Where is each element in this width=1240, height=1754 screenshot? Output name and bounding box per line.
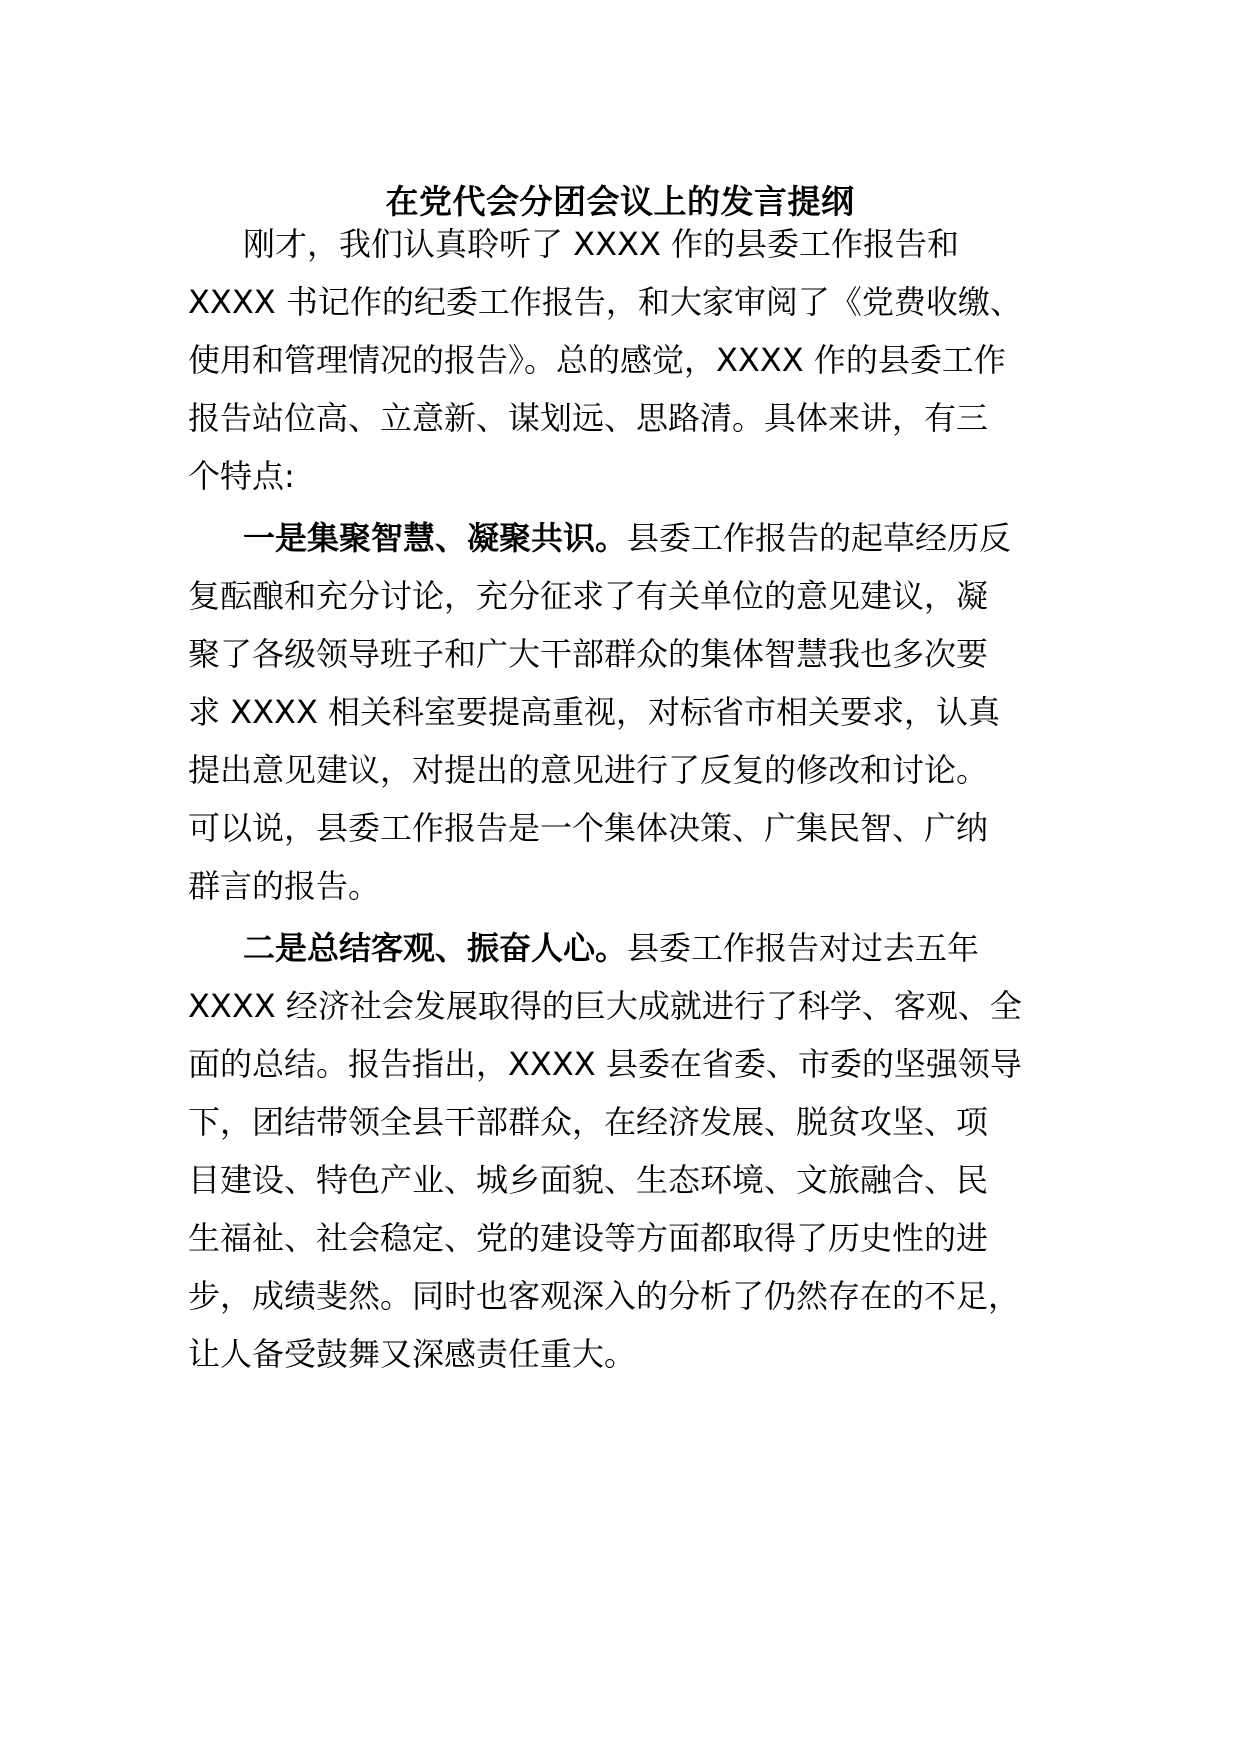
paragraph-3-line-4: 下，团结带领全县干部群众，在经济发展、脱贫攻坚、项 (188, 1103, 989, 1141)
paragraph-2-lead: 一是集聚智慧、凝聚共识。 (243, 519, 628, 557)
paragraph-3-line-2: XXXX 经济社会发展取得的巨大成就进行了科学、客观、全 (188, 987, 1022, 1025)
paragraph-2-line-7: 群言的报告。 (188, 867, 381, 905)
paragraph-3-lead: 二是总结客观、振奋人心。 (243, 929, 628, 967)
paragraph-3-line-5: 目建设、特色产业、城乡面貌、生态环境、文旅融合、民 (188, 1161, 989, 1199)
paragraph-3-line-7: 步，成绩斐然。同时也客观深入的分析了仍然存在的不足， (188, 1277, 1021, 1315)
paragraph-2-line-2: 复酝酿和充分讨论，充分征求了有关单位的意见建议，凝 (188, 577, 989, 615)
paragraph-2-line-5: 提出意见建议，对提出的意见进行了反复的修改和讨论。 (188, 751, 989, 789)
paragraph-3-line-1 (243, 926, 979, 970)
paragraph-3-line-3: 面的总结。报告指出，XXXX 县委在省委、市委的坚强领导 (188, 1045, 1022, 1083)
paragraph-1-line-2: XXXX 书记作的纪委工作报告，和大家审阅了《党费收缴、 (188, 283, 1022, 321)
paragraph-3-line-6: 生福祉、社会稳定、党的建设等方面都取得了历史性的进 (188, 1219, 989, 1257)
paragraph-2-line-1 (243, 516, 1011, 560)
paragraph-1-line-1: 刚才，我们认真聆听了 XXXX 作的县委工作报告和 (243, 225, 960, 263)
paragraph-2-line-3: 聚了各级领导班子和广大干部群众的集体智慧我也多次要 (188, 635, 989, 673)
paragraph-1-line-4: 报告站位高、立意新、谋划远、思路清。具体来讲，有三 (188, 399, 989, 437)
paragraph-3-line-8: 让人备受鼓舞又深感责任重大。 (188, 1335, 637, 1373)
document-title: 在党代会分团会议上的发言提纲 (385, 182, 855, 221)
paragraph-2-line-4: 求 XXXX 相关科室要提高重视，对标省市相关要求，认真 (188, 693, 1001, 731)
paragraph-2-line-6: 可以说，县委工作报告是一个集体决策、广集民智、广纳 (188, 809, 989, 847)
paragraph-1-line-3: 使用和管理情况的报告》。总的感觉，XXXX 作的县委工作 (188, 341, 1006, 379)
paragraph-2-first-rest: 县委工作报告的起草经历反 (627, 519, 1012, 557)
paragraph-3-first-rest: 县委工作报告对过去五年 (627, 929, 980, 967)
paragraph-1-line-5: 个特点: (188, 457, 295, 495)
